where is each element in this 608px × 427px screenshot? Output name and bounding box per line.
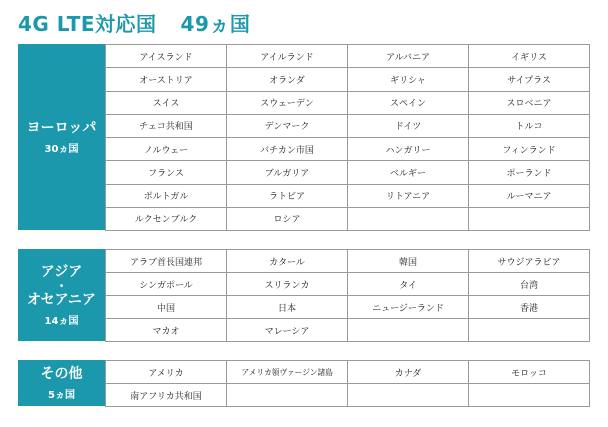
country-cell	[469, 319, 590, 342]
country-cell: ブルガリア	[227, 161, 348, 184]
country-cell: フランス	[106, 161, 227, 184]
table-row	[106, 207, 590, 230]
country-cell: スロベニア	[469, 91, 590, 114]
country-cell: ニュージーランド	[348, 296, 469, 319]
country-cell: ギリシャ	[348, 68, 469, 91]
region-label-other	[18, 360, 105, 406]
region-label-asia-oceania	[18, 249, 105, 341]
country-cell: ルクセンブルク	[106, 207, 227, 230]
table-row	[106, 91, 590, 114]
country-cell: 南アフリカ共和国	[106, 384, 227, 407]
country-cell: バチカン市国	[227, 138, 348, 161]
country-cell	[348, 207, 469, 230]
region-count: 30ヵ国	[44, 143, 79, 155]
country-cell	[227, 384, 348, 407]
country-cell: アラブ首長国連邦	[106, 250, 227, 273]
country-cell: イギリス	[469, 45, 590, 68]
country-cell: デンマーク	[227, 114, 348, 137]
country-cell: 韓国	[348, 250, 469, 273]
country-cell: スイス	[106, 91, 227, 114]
country-cell: チェコ共和国	[106, 114, 227, 137]
country-cell: マカオ	[106, 319, 227, 342]
country-cell: アメリカ	[106, 361, 227, 384]
country-cell: タイ	[348, 273, 469, 296]
country-cell: スペイン	[348, 91, 469, 114]
region-count: 5ヵ国	[48, 389, 75, 401]
country-cell: サイプラス	[469, 68, 590, 91]
country-cell: アイスランド	[106, 45, 227, 68]
country-cell: ベルギー	[348, 161, 469, 184]
country-cell: トルコ	[469, 114, 590, 137]
country-cell: ルーマニア	[469, 184, 590, 207]
table-row	[106, 45, 590, 68]
country-cell: スリランカ	[227, 273, 348, 296]
country-cell: ハンガリー	[348, 138, 469, 161]
country-cell: フィンランド	[469, 138, 590, 161]
country-cell: ラトビア	[227, 184, 348, 207]
table-row	[106, 161, 590, 184]
region-name: その他	[40, 365, 83, 382]
country-cell: ノルウェー	[106, 138, 227, 161]
country-cell: マレーシア	[227, 319, 348, 342]
country-cell: 日本	[227, 296, 348, 319]
country-table-other	[105, 360, 590, 407]
table-row	[106, 296, 590, 319]
country-cell: アメリカ領ヴァージン諸島	[227, 361, 348, 384]
country-table-asia-oceania	[105, 249, 590, 342]
table-row	[106, 250, 590, 273]
country-cell: サウジアラビア	[469, 250, 590, 273]
region-europe	[18, 44, 590, 230]
region-name-separator: ・	[55, 278, 68, 293]
country-cell: カナダ	[348, 361, 469, 384]
country-table-europe	[105, 44, 590, 231]
country-cell: 中国	[106, 296, 227, 319]
country-cell: オランダ	[227, 68, 348, 91]
country-cell: モロッコ	[469, 361, 590, 384]
title-main: 4G LTE対応国	[18, 12, 157, 36]
region-name-line2: オセアニア	[27, 291, 96, 308]
table-row	[106, 138, 590, 161]
country-cell	[469, 384, 590, 407]
country-cell: 香港	[469, 296, 590, 319]
table-row	[106, 384, 590, 407]
country-cell: ポーランド	[469, 161, 590, 184]
table-row	[106, 361, 590, 384]
table-row	[106, 273, 590, 296]
region-name: ヨーロッパ	[26, 119, 97, 136]
table-row	[106, 114, 590, 137]
country-cell: ポルトガル	[106, 184, 227, 207]
table-row	[106, 184, 590, 207]
country-cell: アイルランド	[227, 45, 348, 68]
country-cell	[469, 207, 590, 230]
page-title	[18, 8, 250, 38]
country-cell: アルバニア	[348, 45, 469, 68]
country-cell: 台湾	[469, 273, 590, 296]
table-row	[106, 68, 590, 91]
region-asia-oceania	[18, 249, 590, 341]
country-cell: シンガポール	[106, 273, 227, 296]
region-count: 14ヵ国	[44, 315, 79, 327]
country-cell	[348, 319, 469, 342]
country-cell: スウェーデン	[227, 91, 348, 114]
title-count: 49ヵ国	[180, 12, 251, 36]
region-other	[18, 360, 590, 406]
country-cell: リトアニア	[348, 184, 469, 207]
country-cell: ドイツ	[348, 114, 469, 137]
country-cell: オーストリア	[106, 68, 227, 91]
table-row	[106, 319, 590, 342]
country-cell	[348, 384, 469, 407]
country-cell: カタール	[227, 250, 348, 273]
region-name-line1: アジア	[40, 263, 83, 280]
region-label-europe	[18, 44, 105, 230]
country-cell: ロシア	[227, 207, 348, 230]
